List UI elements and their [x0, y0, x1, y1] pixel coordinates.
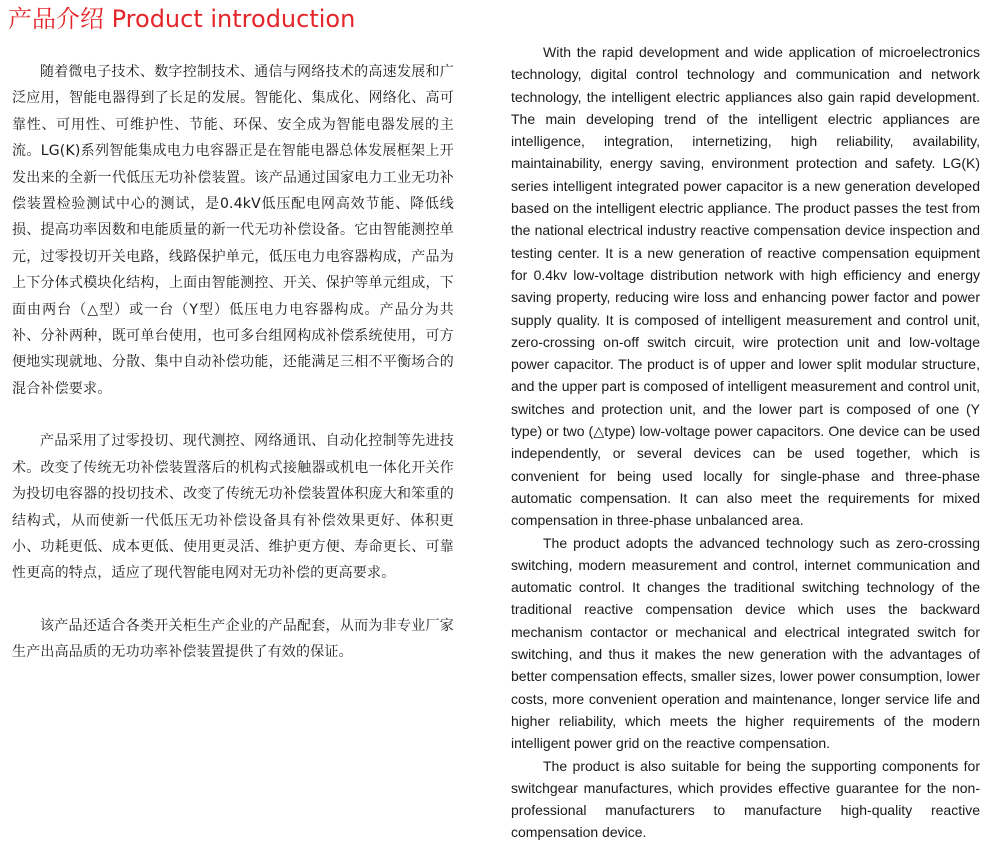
- chinese-paragraph: 随着微电子技术、数字控制技术、通信与网络技术的高速发展和广泛应用，智能电器得到了长足的发展。智能化、集成化、网络化、高可靠性、可用性、可维护性、节能、环保、安全成为智能电器发展的主流。LG(K)系列智能集成电力电容器正是在智能电器总体发展框架上开发出来的全新一代低压无功补偿装置。该产品通过国家电力工业无功补偿装置检验测试中心的测试，是0.4kV低压配电网高效节能、降低线损、提高功率因数和电能质量的新一代无功补偿设备。它由智能测控单元，过零投切开关电路，线路保护单元，低压电力电容器构成，产品为上下分体式模块化结构，上面由智能测控、开关、保护等单元组成，下面由两台（△型）或一台（Y型）低压电力电容器构成。产品分为共补、分补两种，既可单台使用，也可多台组网构成补偿系统使用，可方便地实现就地、分散、集中自动补偿功能，还能满足三相不平衡场合的混合补偿要求。: [12, 64, 454, 397]
- english-paragraph: The product adopts the advanced technology such as zero-crossing switching, modern measurement and control, internet communication and automatic control. It changes the traditional switching technology of the traditional reactive compensation device which uses the backward mechanism contactor or mechanical and electrical integrated switch for switching, and thus it makes the new generation with the advantages of better compensation effects, smaller sizes, lower power consumption, lower costs, more convenient operation and maintenance, longer service life and higher reliability, which meets the higher requirements of the modern intelligent power grid on the reactive compensation.: [511, 534, 980, 752]
- chinese-paragraph: 产品采用了过零投切、现代测控、网络通讯、自动化控制等先进技术。改变了传统无功补偿装置落后的机构式接触器或机电一体化开关作为投切电容器的投切技术、改变了传统无功补偿装置体积庞大和笨重的结构式，从而使新一代低压无功补偿设备具有补偿效果更好、体积更小、功耗更低、成本更低、使用更灵活、维护更方便、寿命更长、可靠性更高的特点，适应了现代智能电网对无功补偿的更高要求。: [12, 433, 454, 582]
- page-title: 产品介绍 Product introduction: [8, 5, 356, 33]
- english-text-column: [511, 41, 980, 844]
- english-paragraph: With the rapid development and wide application of microelectronics technology, digital control technology and communication and network technology, the intelligent electric appliances also gain rapid development. The main developing trend of the intelligent electric appliances are intelligence, integration, internetizing, high reliability, availability, maintainability, energy saving, environment protection and safety. LG(K) series intelligent integrated power capacitor is a new generation developed based on the intelligent electric appliance. The product passes the test from the national electrical industry reactive compensation device inspection and testing center. It is a new generation of reactive compensation equipment for 0.4kv low-voltage distribution network with high efficiency and energy saving property, reducing wire loss and enhancing power factor and power supply quality. It is composed of intelligent measurement and control unit, zero-crossing on-off switch circuit, wire protection unit and low-voltage power capacitor. The product is of upper and lower split modular structure, and the upper part is composed of intelligent measurement and control unit, switches and protection unit, and the lower part is composed of one (Y type) or two (△type) low-voltage power capacitors. One device can be used independently, or several devices can be used together, which is convenient for being used locally for single-phase and three-phase automatic compensation. It can also meet the requirements for mixed compensation in three-phase unbalanced area.: [511, 44, 980, 529]
- english-paragraph: The product is also suitable for being the supporting components for switchgear manufactures, which provides effective guarantee for the non-professional manufacturers to manufacture high-quality reactive compensation device.: [511, 757, 980, 841]
- chinese-text-column: [12, 59, 454, 666]
- chinese-paragraph: 该产品还适合各类开关柜生产企业的产品配套，从而为非专业厂家生产出高品质的无功功率补偿装置提供了有效的保证。: [12, 617, 454, 661]
